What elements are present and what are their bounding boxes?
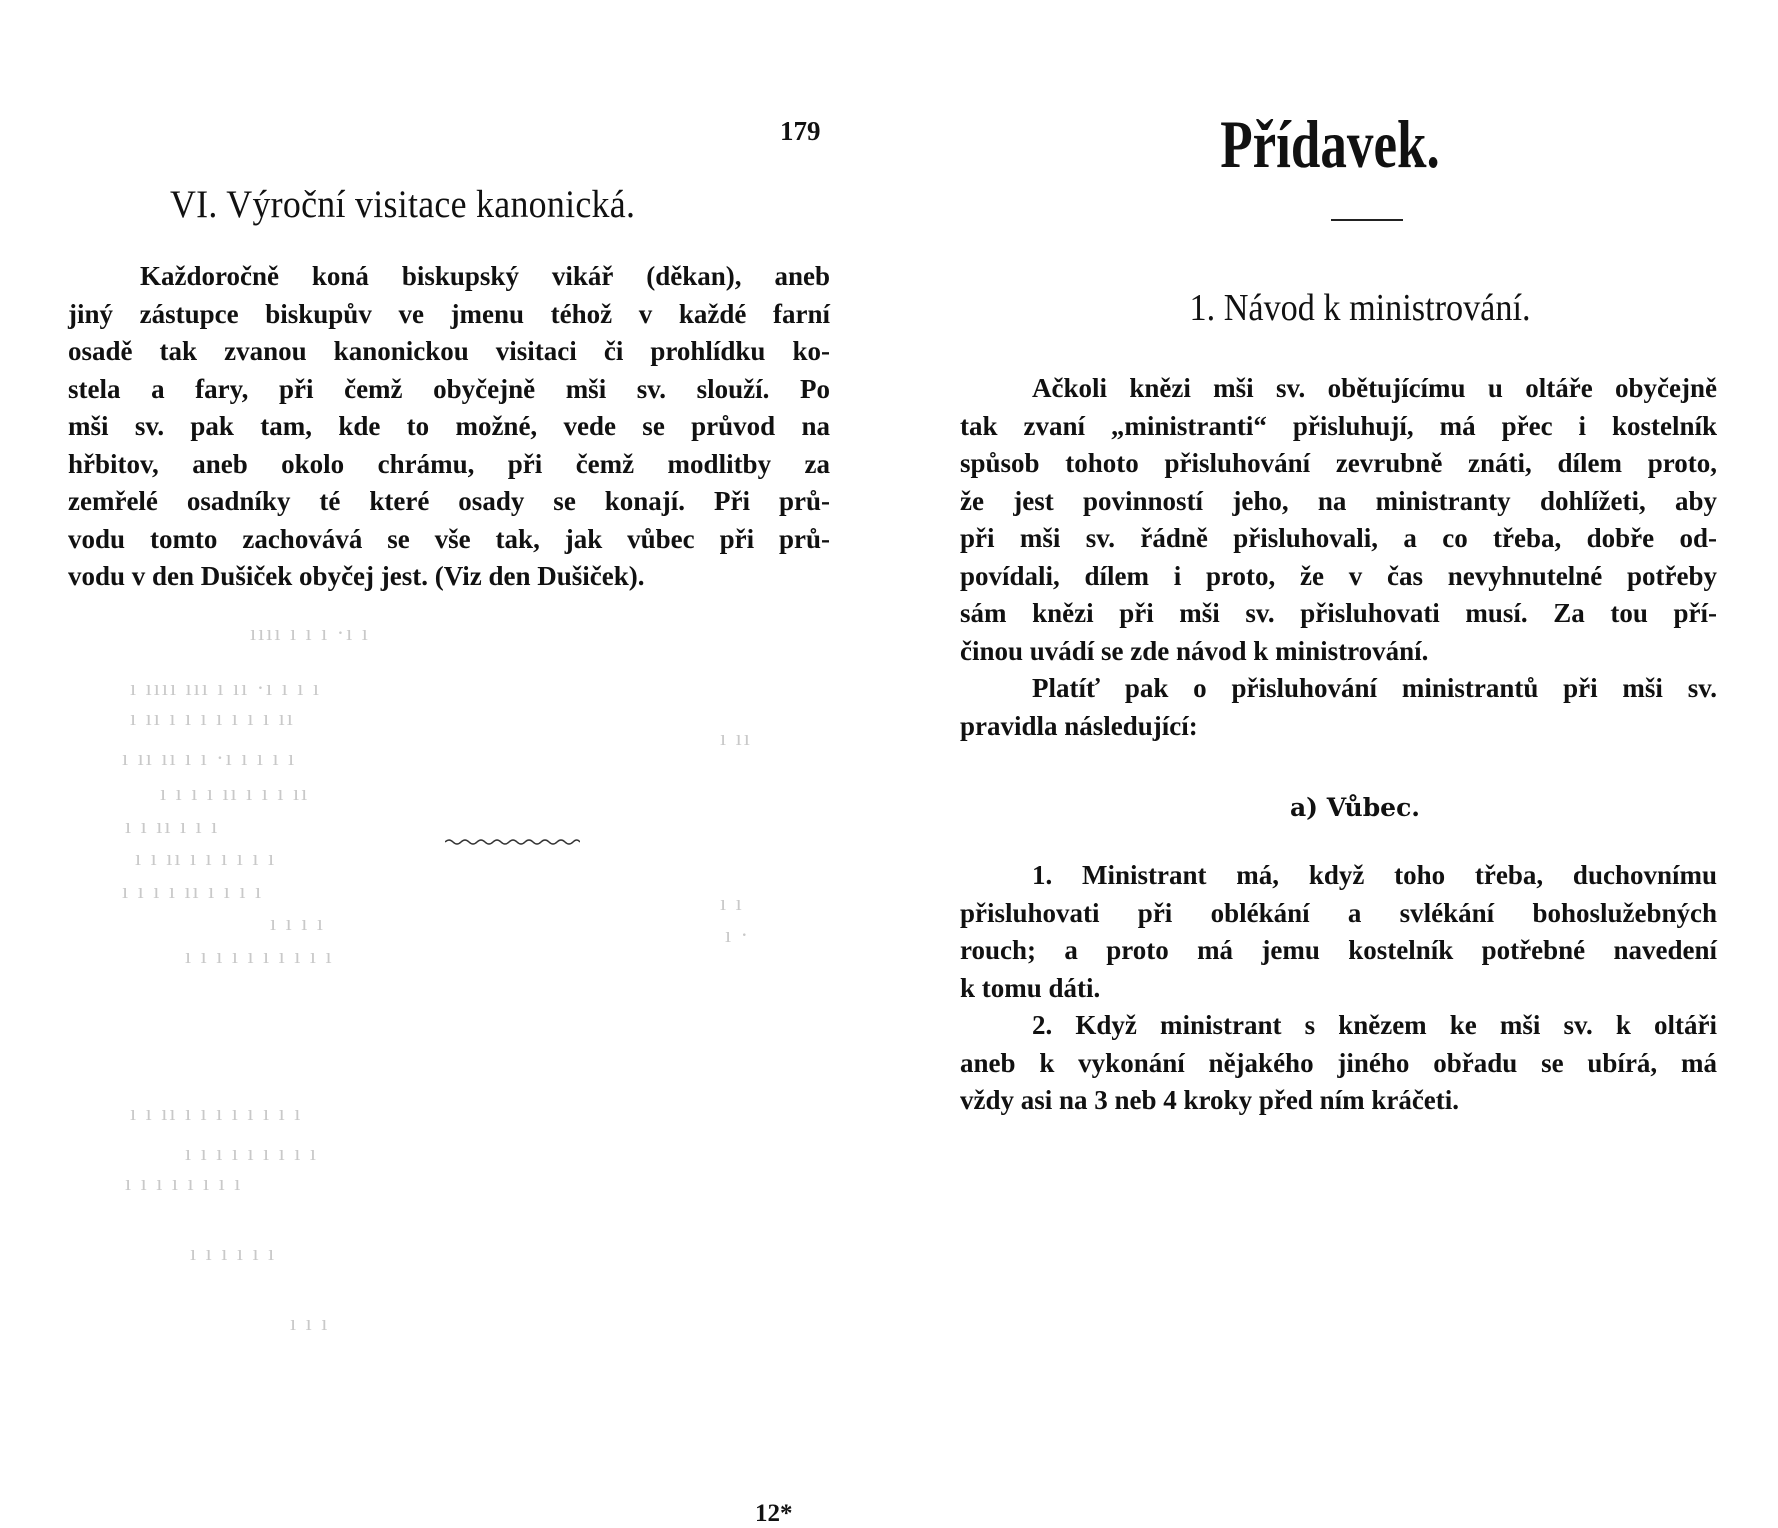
paragraph-line: pravidla následující:: [960, 710, 1198, 741]
paragraph-line: vždy asi na 3 neb 4 kroky před ním kráčeti.: [960, 1085, 1460, 1115]
right-page: [960, 100, 1730, 1430]
bleed-through: ı ıııı ııı ı ıı ·ı ı ı ı: [130, 675, 322, 700]
paragraph-line: vodu v den Dušiček obyčej jest. (Viz den Dušiček).: [68, 561, 645, 591]
bleed-through: ı ı ıı ı ı ı: [125, 813, 220, 838]
wavy-rule: [445, 837, 580, 847]
paragraph-line: Platíť pak o přisluhování ministrantů při mši sv.: [1032, 673, 1717, 703]
appendix-title: Přídavek.: [1220, 106, 1440, 182]
bleed-through: ı ı ıı ı ı ı ı ı ı: [135, 845, 277, 870]
paragraph-line: hřbitov, aneb okolo chrámu, při čemž modlitby za: [68, 448, 830, 479]
bleed-through: ı ı ı ı ıı ı ı ı ı: [122, 878, 264, 903]
paragraph-line: povídali, dílem i proto, že v čas nevyhnutelné potřeby: [960, 560, 1717, 591]
paragraph-line: aneb k vykonání nějakého jiného obřadu se ubírá, má: [960, 1047, 1717, 1078]
bleed-through: ı ı: [720, 890, 744, 915]
bleed-through: ı ·: [725, 922, 750, 947]
rules-list: [960, 857, 1717, 1120]
paragraph-line: k tomu dáti.: [960, 972, 1101, 1003]
paragraph-line: při mši sv. řádně přisluhovali, a co třeba, dobře od-: [960, 523, 1717, 553]
left-page: [60, 100, 830, 1527]
paragraph-line: jiný zástupce biskupův ve jmenu téhož v každé farní: [68, 298, 830, 329]
bleed-through: ı ıı ı ı ı ı ı ı ı ıı: [130, 705, 295, 730]
paragraph-line: stela a fary, při čemž obyčejně mši sv. slouží. Po: [68, 373, 830, 404]
paragraph-line: že jest povinností jeho, na ministranty dohlížeti, aby: [960, 485, 1717, 516]
section-heading: VI. Výroční visitace kanonická.: [170, 183, 636, 226]
bleed-through: ı ı ı ı ı ı ı ı: [125, 1170, 243, 1195]
paragraph-line: 1. Ministrant má, když toho třeba, duchovnímu: [1032, 860, 1717, 890]
paragraph-line: sám knězi při mši sv. přisluhovati musí. Za tou pří-: [960, 598, 1717, 628]
subsection-heading: a) Vůbec.: [1289, 793, 1421, 822]
paragraph-line: 2. Když ministrant s knězem ke mši sv. k oltáři: [1032, 1010, 1717, 1040]
bleed-through: ı ı ıı ı ı ı ı ı ı ı ı: [130, 1100, 303, 1125]
bleed-through: ı ı ı ı ıı ı ı ı ıı: [160, 780, 310, 805]
bleed-through: ı ı ı ı: [270, 910, 325, 935]
paragraph-line: vodu tomto zachovává se vše tak, jak vůbec při prů-: [68, 523, 830, 554]
paragraph-line: přisluhovati při oblékání a svlékání bohoslužebných: [960, 897, 1717, 928]
bleed-through: ı ı ı ı ı ı: [190, 1240, 277, 1265]
paragraph-line: zemřelé osadníky té které osady se konají. Při prů-: [68, 486, 830, 516]
bleed-through: ı ı ı ı ı ı ı ı ı: [185, 1140, 319, 1165]
bleed-through: ı ıı: [720, 725, 752, 750]
paragraph-line: spůsob tohoto přisluhování zevrubně znáti, dílem proto,: [960, 448, 1717, 478]
paragraph-line: mši sv. pak tam, kde to možné, vede se průvod na: [68, 411, 830, 441]
paragraph-line: Ačkoli knězi mši sv. obětujícímu u oltáře obyčejně: [1032, 373, 1717, 403]
page-number: 179: [780, 116, 821, 146]
bleed-through: ı ıı ıı ı ı ·ı ı ı ı ı: [122, 745, 297, 770]
signature-mark: 12*: [755, 1500, 793, 1527]
paragraph-line: Každoročně koná biskupský vikář (děkan), aneb: [140, 261, 830, 291]
visitation-paragraph: [68, 258, 830, 596]
chapter-heading: 1. Návod k ministrování.: [1189, 287, 1531, 329]
paragraph-line: tak zvaní „ministranti“ přisluhují, má přec i kostelník: [960, 410, 1717, 441]
paragraph-line: rouch; a proto má jemu kostelník potřebné navedení: [960, 935, 1717, 965]
bleed-through: ı ı ı ı ı ı ı ı ı ı: [185, 943, 334, 968]
bleed-through: ıııı ı ı ı ·ı ı: [250, 620, 370, 645]
title-rule: [1331, 219, 1403, 221]
bleed-through: ı ı ı: [290, 1310, 330, 1335]
intro-paragraphs: [960, 370, 1717, 745]
paragraph-line: osadě tak zvanou kanonickou visitaci či prohlídku ko-: [68, 336, 830, 366]
paragraph-line: činou uvádí se zde návod k ministrování.: [960, 635, 1429, 666]
